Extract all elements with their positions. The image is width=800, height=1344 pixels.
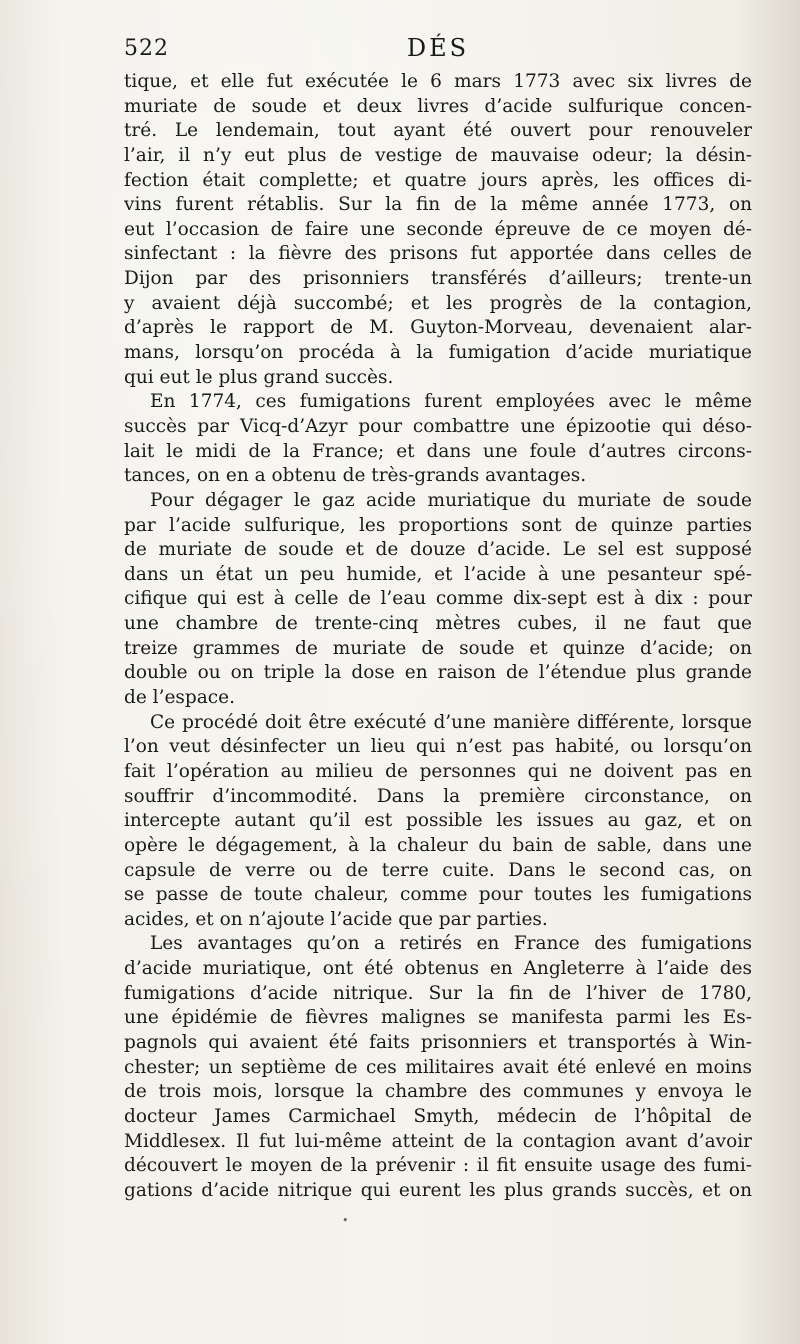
text-line: fumigations d’acide nitrique. Sur la fin de l’hiver de 1780, — [124, 982, 752, 1004]
text-line: de trois mois, lorsque la chambre des communes y envoya le — [124, 1081, 752, 1103]
page-number: 522 — [124, 36, 169, 61]
text-line: fait l’opération au milieu de personnes qui ne doivent pas en — [124, 760, 752, 782]
text-line: treize grammes de muriate de soude et quinze d’acide; on — [124, 637, 752, 659]
text-line: opère le dégagement, à la chaleur du bain de sable, dans une — [124, 834, 752, 856]
text-line: acides, et on n’ajoute l’acide que par parties. — [124, 908, 548, 930]
page-header — [124, 32, 752, 68]
text-line: une épidémie de fièvres malignes se manifesta parmi les Es- — [124, 1007, 752, 1029]
text-line: muriate de soude et deux livres d’acide sulfurique concen- — [124, 95, 752, 117]
text-line: eut l’occasion de faire une seconde épreuve de ce moyen dé- — [124, 218, 752, 240]
text-line: succès par Vicq-d’Azyr pour combattre une épizootie qui déso- — [124, 415, 752, 437]
body-text — [124, 70, 752, 1203]
text-line: vins furent rétablis. Sur la fin de la même année 1773, on — [124, 194, 752, 216]
text-line: Les avantages qu’on a retirés en France des fumigations — [150, 933, 752, 955]
text-line: intercepte autant qu’il est possible les issues au gaz, et on — [124, 810, 752, 832]
text-line: y avaient déjà succombé; et les progrès de la contagion, — [124, 292, 752, 314]
text-line: l’air, il n’y eut plus de vestige de mauvaise odeur; la désin- — [124, 144, 752, 166]
text-line: double ou on triple la dose en raison de l’étendue plus grande — [124, 662, 752, 684]
ink-speck: • — [342, 1214, 349, 1227]
text-line: capsule de verre ou de terre cuite. Dans le second cas, on — [124, 859, 752, 881]
text-line: Middlesex. Il fut lui-même atteint de la contagion avant d’avoir — [124, 1130, 752, 1152]
text-line: fection était complette; et quatre jours après, les offices di- — [124, 169, 752, 191]
text-line: de muriate de soude et de douze d’acide. Le sel est supposé — [124, 539, 752, 561]
text-line: tances, on en a obtenu de très-grands avantages. — [124, 465, 587, 487]
text-line: dans un état un peu humide, et l’acide à une pesanteur spé- — [124, 563, 752, 585]
text-line: d’acide muriatique, ont été obtenus en Angleterre à l’aide des — [124, 958, 752, 980]
text-line: qui eut le plus grand succès. — [124, 366, 394, 388]
text-line: mans, lorsqu’on procéda à la fumigation d’acide muriatique — [124, 342, 752, 364]
text-line: pagnols qui avaient été faits prisonniers et transportés à Win- — [124, 1031, 752, 1053]
text-line: une chambre de trente-cinq mètres cubes, il ne faut que — [124, 613, 752, 635]
text-line: Ce procédé doit être exécuté d’une manière différente, lorsque — [150, 711, 752, 733]
text-line: d’après le rapport de M. Guyton-Morveau, devenaient alar- — [124, 317, 752, 339]
text-line: sinfectant : la fièvre des prisons fut apportée dans celles de — [124, 243, 752, 265]
text-line: gations d’acide nitrique qui eurent les plus grands succès, et on — [124, 1179, 752, 1201]
text-line: Pour dégager le gaz acide muriatique du muriate de soude — [150, 489, 752, 511]
text-line: En 1774, ces fumigations furent employées avec le même — [150, 391, 752, 413]
running-head: DÉS — [406, 34, 470, 62]
text-line: par l’acide sulfurique, les proportions sont de quinze parties — [124, 514, 752, 536]
text-line: souffrir d’incommodité. Dans la première circonstance, on — [124, 785, 752, 807]
text-line: tré. Le lendemain, tout ayant été ouvert pour renouveler — [124, 120, 752, 142]
text-line: cifique qui est à celle de l’eau comme dix-sept est à dix : pour — [124, 588, 752, 610]
text-line: l’on veut désinfecter un lieu qui n’est pas habité, ou lorsqu’on — [124, 736, 752, 758]
text-line: se passe de toute chaleur, comme pour toutes les fumigations — [124, 884, 752, 906]
text-line: de l’espace. — [124, 687, 235, 709]
text-line: tique, et elle fut exécutée le 6 mars 1773 avec six livres de — [124, 71, 752, 92]
text-line: lait le midi de la France; et dans une foule d’autres circons- — [124, 440, 752, 462]
text-line: Dijon par des prisonniers transférés d’ailleurs; trente-un — [124, 268, 752, 290]
text-line: chester; un septième de ces militaires avait été enlevé en moins — [124, 1056, 752, 1078]
text-line: docteur James Carmichael Smyth, médecin de l’hôpital de — [124, 1105, 752, 1127]
text-line: découvert le moyen de la prévenir : il fit ensuite usage des fumi- — [124, 1155, 752, 1177]
